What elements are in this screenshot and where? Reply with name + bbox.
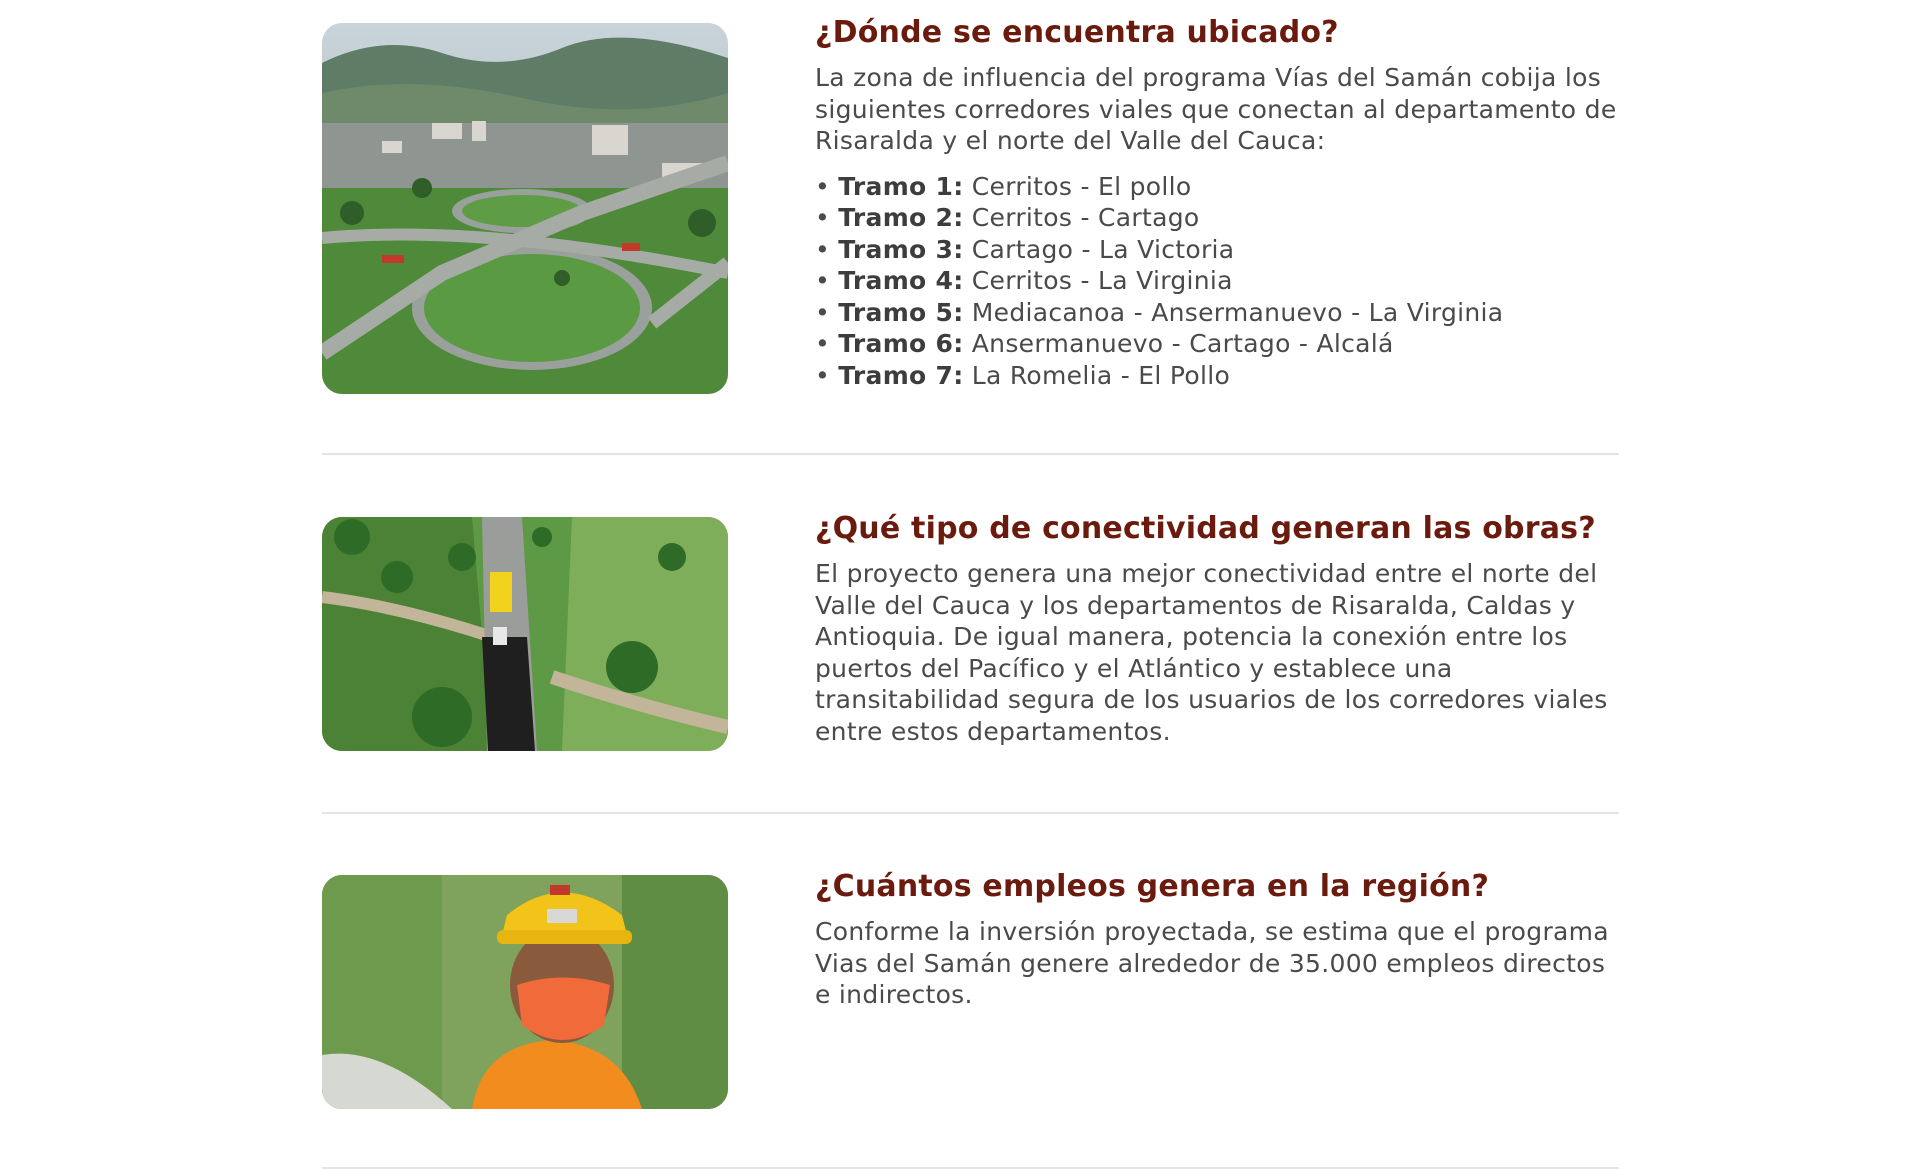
list-item: [815, 202, 1625, 234]
tramo-label: Tramo 4:: [838, 266, 964, 295]
tramo-route: Cartago - La Victoria: [971, 234, 1235, 264]
aerial-highway-interchange-photo: [322, 23, 728, 394]
tramo-route: Cerritos - Cartago: [971, 203, 1200, 232]
bullet: •: [815, 171, 831, 201]
tramo-route: La Romelia - El Pollo: [971, 360, 1231, 390]
list-item: [815, 265, 1625, 297]
list-item: [815, 297, 1625, 329]
section-body: La zona de influencia del programa Vías del Samán cobija los siguientes corredores viales que conectan al departamento de Risaralda y el norte del Valle del Cauca:: [815, 63, 1617, 155]
tramo-label: Tramo 2:: [838, 203, 964, 232]
bullet: •: [815, 297, 831, 327]
section-body: El proyecto genera una mejor conectividad entre el norte del Valle del Cauca y los departamentos de Risaralda, Caldas y Antioquia. De igual manera, potencia la conexión entre los puertos del Pacífico y el Atlántico y establece una transitabilidad segura de los usuarios de los corredores viales entre estos departamentos.: [815, 559, 1608, 746]
tramo-list: [815, 171, 1625, 392]
tramo-label: Tramo 5:: [838, 297, 964, 327]
bullet: •: [815, 266, 831, 295]
bullet: •: [815, 329, 831, 358]
tramo-route: Ansermanuevo - Cartago - Alcalá: [971, 329, 1394, 358]
section-heading: ¿Cuántos empleos genera en la región?: [815, 869, 1490, 904]
section-divider: [322, 812, 1619, 814]
tramo-route: Cerritos - El pollo: [971, 171, 1192, 201]
aerial-road-paving-photo: [322, 517, 728, 751]
tramo-route: Mediacanoa - Ansermanuevo - La Virginia: [971, 297, 1504, 327]
section-heading: ¿Dónde se encuentra ubicado?: [815, 15, 1339, 50]
tramo-label: Tramo 1:: [838, 171, 964, 201]
bullet: •: [815, 234, 831, 264]
tramo-label: Tramo 7:: [838, 360, 964, 390]
list-item: [815, 360, 1625, 392]
location-text: [815, 14, 1625, 391]
connectivity-text: [815, 510, 1625, 747]
tramo-label: Tramo 6:: [838, 329, 964, 358]
bullet: •: [815, 360, 831, 390]
tramo-label: Tramo 3:: [838, 234, 964, 264]
section-body: Conforme la inversión proyectada, se estima que el programa Vias del Samán genere alrededor de 35.000 empleos directos e indirectos.: [815, 917, 1609, 1009]
section-divider: [322, 453, 1619, 455]
list-item: [815, 234, 1625, 266]
tramo-route: Cerritos - La Virginia: [971, 266, 1233, 295]
employment-text: [815, 868, 1625, 1011]
list-item: [815, 171, 1625, 203]
section-heading: ¿Qué tipo de conectividad generan las obras?: [815, 511, 1596, 546]
list-item: [815, 328, 1625, 360]
bullet: •: [815, 203, 831, 232]
road-worker-portrait-photo: [322, 875, 728, 1109]
